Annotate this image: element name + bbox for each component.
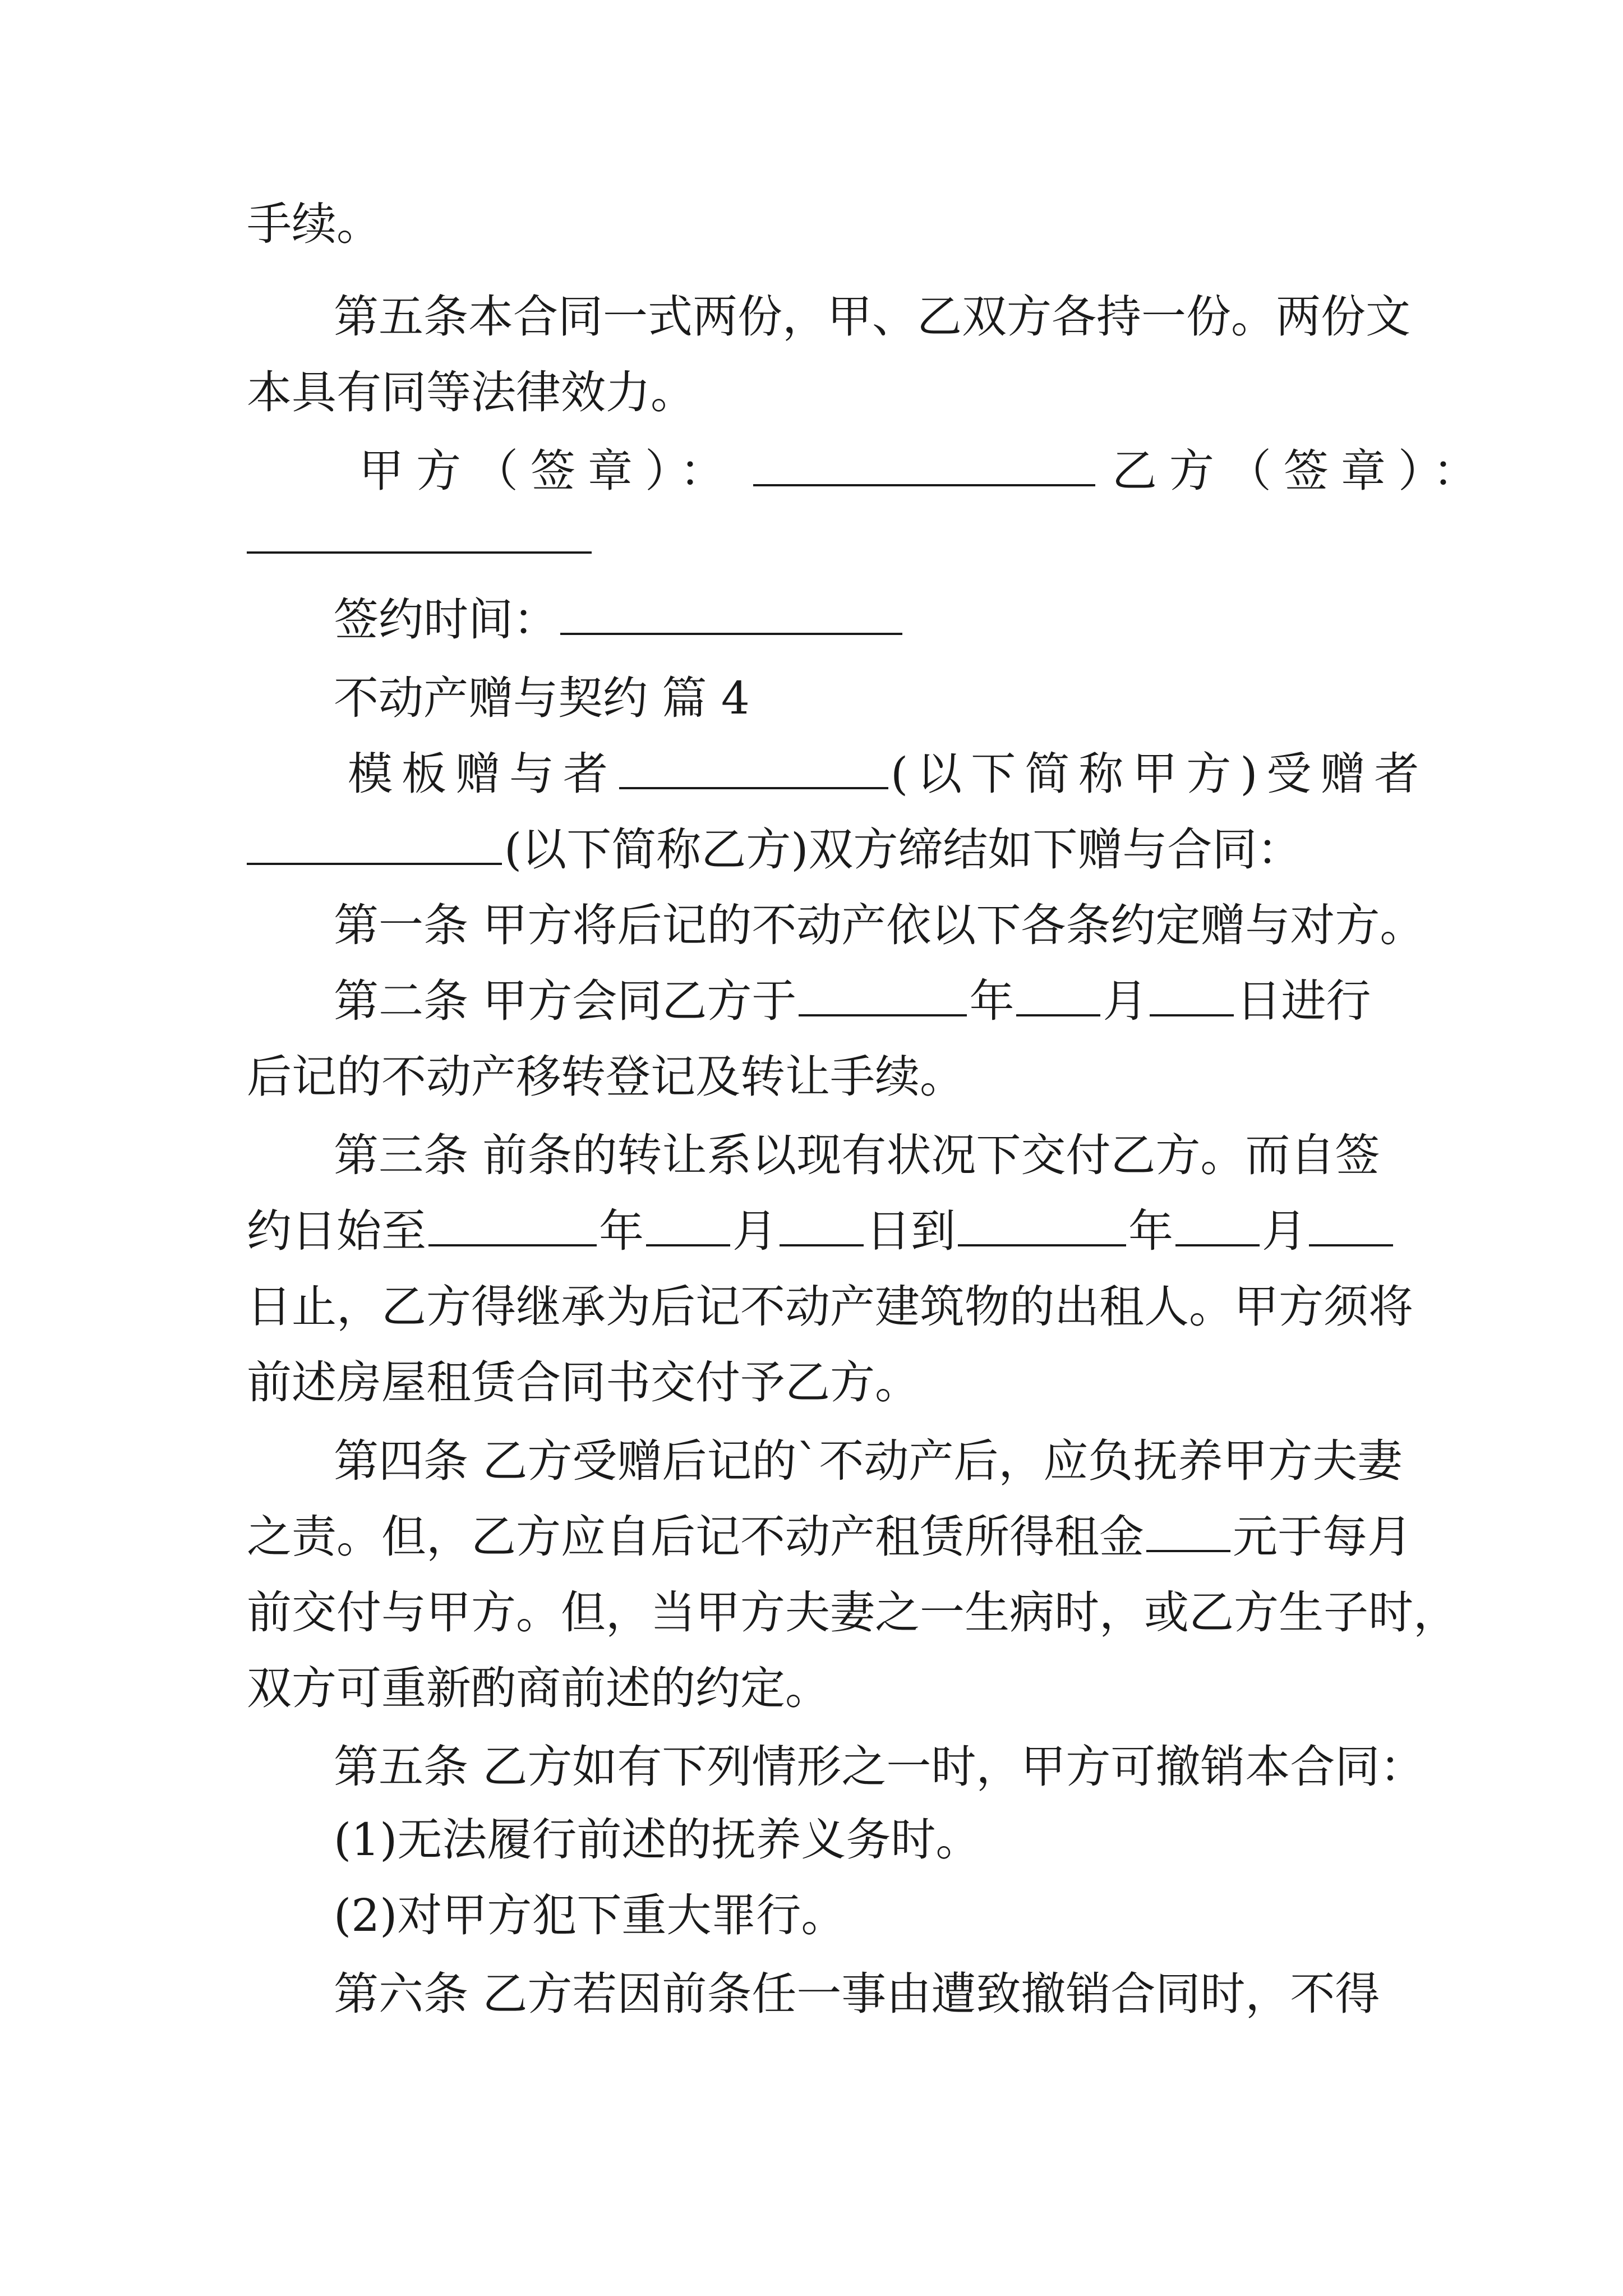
day-blank <box>1309 1204 1393 1246</box>
party-a-signature-blank <box>753 444 1095 486</box>
article-6: 第六条 乙方若因前条任一事由遭致撤销合同时，不得 <box>334 1968 1380 2020</box>
article-4-line-2: 之责。但，乙方应自后记不动产租赁所得租金 元于每月 <box>247 1511 1412 1563</box>
intro-line-1: 模板赠与者 (以下简称甲方)受赠者 <box>348 748 1428 800</box>
article-5: 第五条 乙方如有下列情形之一时，甲方可撤销本合同： <box>334 1741 1425 1793</box>
intro-line-2: (以下简称乙方)双方缔结如下赠与合同： <box>247 819 1424 881</box>
section-heading: 不动产赠与契约 篇 4 <box>334 672 750 724</box>
party-a-signature-label: 甲方（签章）： <box>359 445 737 497</box>
article-2-line-1: 第二条 甲方会同乙方于 年 月 日进行 <box>334 975 1371 1027</box>
party-b-signature-blank <box>247 511 592 554</box>
day-blank <box>780 1204 864 1246</box>
year-blank <box>958 1204 1126 1246</box>
article-5-prev-line-2: 本具有同等法律效力。 <box>247 366 695 418</box>
year-blank <box>799 974 967 1016</box>
article-5-prev-line-1: 第五条本合同一式两份，甲、乙双方各持一份。两份文 <box>334 291 1410 343</box>
article-3-line-4: 前述房屋租赁合同书交付予乙方。 <box>247 1356 920 1409</box>
year-blank <box>428 1204 597 1246</box>
month-blank <box>1016 974 1100 1016</box>
sign-time-label: 签约时间： <box>334 593 558 646</box>
sign-time-blank <box>560 592 902 635</box>
article-2-line-2: 后记的不动产移转登记及转让手续。 <box>247 1051 965 1103</box>
month-blank <box>646 1204 730 1246</box>
rent-amount-blank <box>1146 1510 1230 1552</box>
article-3-line-1: 第三条 前条的转让系以现有状况下交付乙方。而自签 <box>334 1129 1380 1181</box>
donor-name-blank <box>619 747 888 789</box>
article-4-line-1: 第四条 乙方受赠后记的`不动产后，应负抚养甲方夫妻 <box>334 1435 1403 1487</box>
text-line: 手续。 <box>247 198 381 250</box>
day-blank <box>1150 974 1234 1016</box>
article-5-item-1: (1)无法履行前述的抚养义务时。 <box>334 1814 981 1866</box>
month-blank <box>1175 1204 1260 1246</box>
party-b-signature-label: 乙方（签章）： <box>1112 445 1490 497</box>
article-4-line-3: 前交付与甲方。但，当甲方夫妻之一生病时，或乙方生子时， <box>247 1586 1458 1639</box>
article-1: 第一条 甲方将后记的不动产依以下各条约定赠与对方。 <box>334 899 1425 951</box>
article-3-line-3: 日止，乙方得继承为后记不动产建筑物的出租人。甲方须将 <box>247 1281 1413 1333</box>
article-5-item-2: (2)对甲方犯下重大罪行。 <box>334 1889 846 1941</box>
signature-row <box>359 440 1537 502</box>
article-3-line-2: 约日始至 年 月 日到 年 月 <box>247 1200 1424 1262</box>
sign-time-row <box>334 589 1511 651</box>
party-b-signature-line <box>247 508 1424 569</box>
donee-name-blank <box>247 822 502 865</box>
article-4-line-4: 双方可重新酌商前述的约定。 <box>247 1662 830 1714</box>
